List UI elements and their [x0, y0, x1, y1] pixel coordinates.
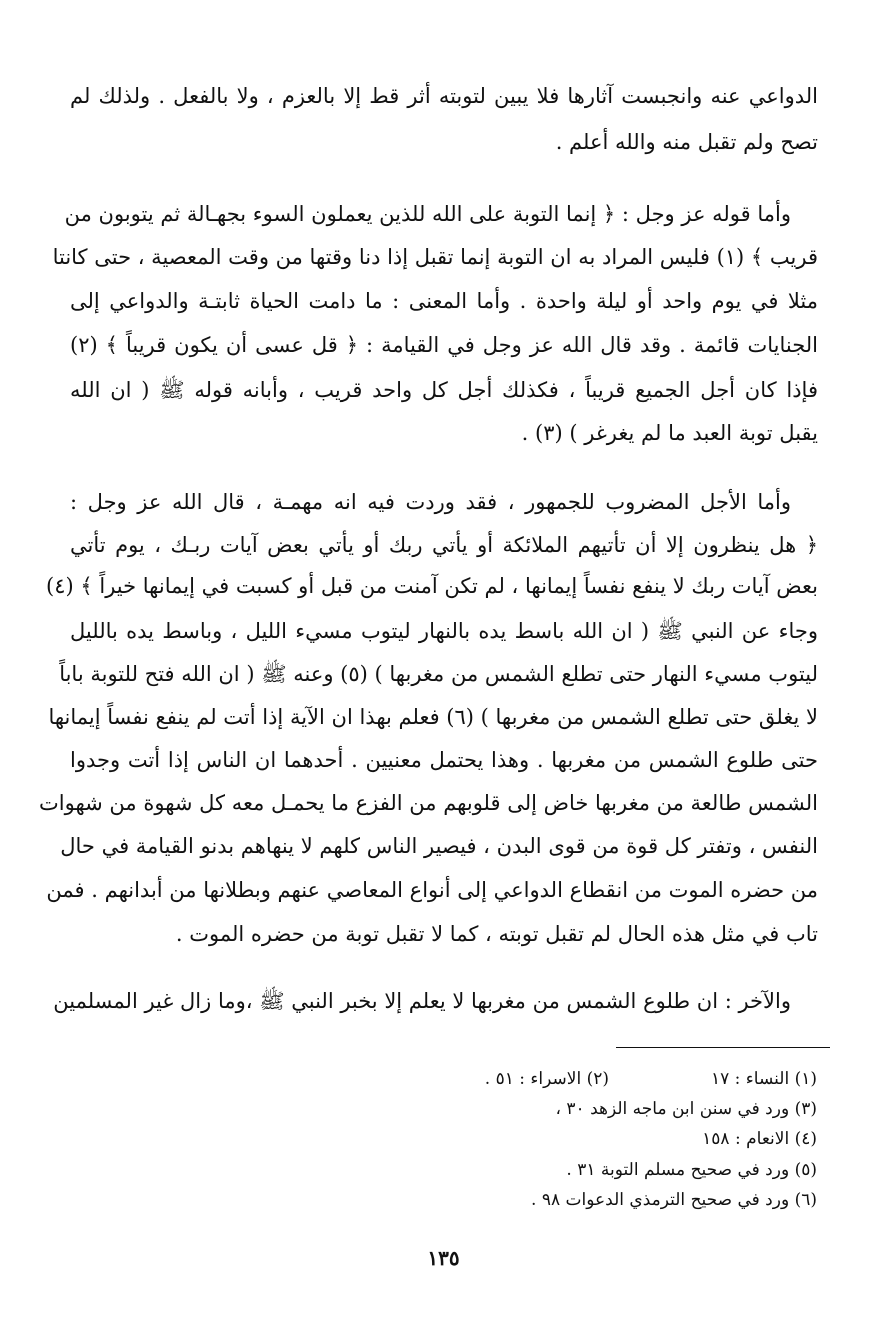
page-number: ١٣٥: [427, 1246, 460, 1270]
text-line: تصح ولم تقبل منه والله أعلم .: [555, 130, 818, 154]
text-line: قريب ﴾ (١) فليس المراد به ان التوبة إنما تقبل إذا دنا وقتها من وقت المعصية ، حتى كانتا: [52, 245, 818, 269]
text-line: ﴿ هل ينظرون إلا أن تأتيهم الملائكة أو يأتي ربك أو يأتي بعض آيات ربـك ، يوم تأتي: [70, 533, 818, 557]
footnote: (٣) ورد في سنن ابن ماجه الزهد ٣٠ ،: [555, 1099, 817, 1119]
text-line: من حضره الموت من انقطاع الدواعي إلى أنواع المعاصي عنهم وبطلانها من أبدانهم . فمن: [46, 878, 818, 902]
text-line: الشمس طالعة من مغربها خاض إلى قلوبهم من الفزع ما يحمـل معه كل شهوة من شهوات: [39, 791, 818, 815]
text-line: الدواعي عنه وانجبست آثارها فلا يبين لتوبته أثر قط إلا بالعزم ، ولا بالفعل . ولذلك لم: [70, 84, 818, 108]
text-line: بعض آيات ربك لا ينفع نفساً إيمانها ، لم تكن آمنت من قبل أو كسبت في إيمانها خيراً ﴾ (٤): [46, 574, 818, 598]
footnote: (١) النساء : ١٧: [711, 1069, 817, 1089]
text-line: مثلا في يوم واحد أو ليلة واحدة . وأما المعنى : ما دامت الحياة ثابتـة والدواعي إلى: [70, 289, 818, 313]
text-line: ليتوب مسيء النهار حتى تطلع الشمس من مغربها ) (٥) وعنه ﷺ ( ان الله فتح للتوبة باباً: [59, 662, 818, 686]
text-line: وجاء عن النبي ﷺ ( ان الله باسط يده بالنهار ليتوب مسيء الليل ، وباسط يده بالليل: [70, 619, 818, 643]
text-line: فإذا كان أجل الجميع قريباً ، فكذلك أجل كل واحد قريب ، وأبانه قوله ﷺ ( ان الله: [70, 378, 818, 402]
footnote-separator: [616, 1047, 830, 1048]
footnote: (٥) ورد في صحيح مسلم التوبة ٣١ .: [566, 1160, 817, 1180]
text-line: وأما قوله عز وجل : ﴿ إنما التوبة على الله للذين يعملون السوء بجهـالة ثم يتوبون من: [64, 202, 791, 226]
text-line: النفس ، وتفتر كل قوة من قوى البدن ، فيصير الناس كلهم لا ينهاهم بدنو القيامة في حال: [60, 834, 818, 858]
text-line: وأما الأجل المضروب للجمهور ، فقد وردت فيه انه مهمـة ، قال الله عز وجل :: [70, 490, 791, 514]
text-line: الجنايات قائمة . وقد قال الله عز وجل في القيامة : ﴿ قل عسى أن يكون قريباً ﴾ (٢): [70, 333, 818, 357]
footnote: (٤) الانعام : ١٥٨: [702, 1129, 817, 1149]
text-line: حتى طلوع الشمس من مغربها . وهذا يحتمل معنيين . أحدهما ان الناس إذا أتت وجدوا: [70, 748, 818, 772]
footnote: (٢) الاسراء : ٥١ .: [484, 1069, 609, 1089]
text-line: يقبل توبة العبد ما لم يغرغر ) (٣) .: [521, 421, 818, 445]
footnote: (٦) ورد في صحيح الترمذي الدعوات ٩٨ .: [531, 1190, 817, 1210]
text-line: لا يغلق حتى تطلع الشمس من مغربها ) (٦) فعلم بهذا ان الآية إذا أتت لم ينفع نفساً إيمانها: [48, 705, 818, 729]
text-line: تاب في مثل هذه الحال لم تقبل توبته ، كما لا تقبل توبة من حضره الموت .: [175, 922, 818, 946]
text-line: والآخر : ان طلوع الشمس من مغربها لا يعلم إلا بخبر النبي ﷺ ،وما زال غير المسلمين: [53, 989, 791, 1013]
